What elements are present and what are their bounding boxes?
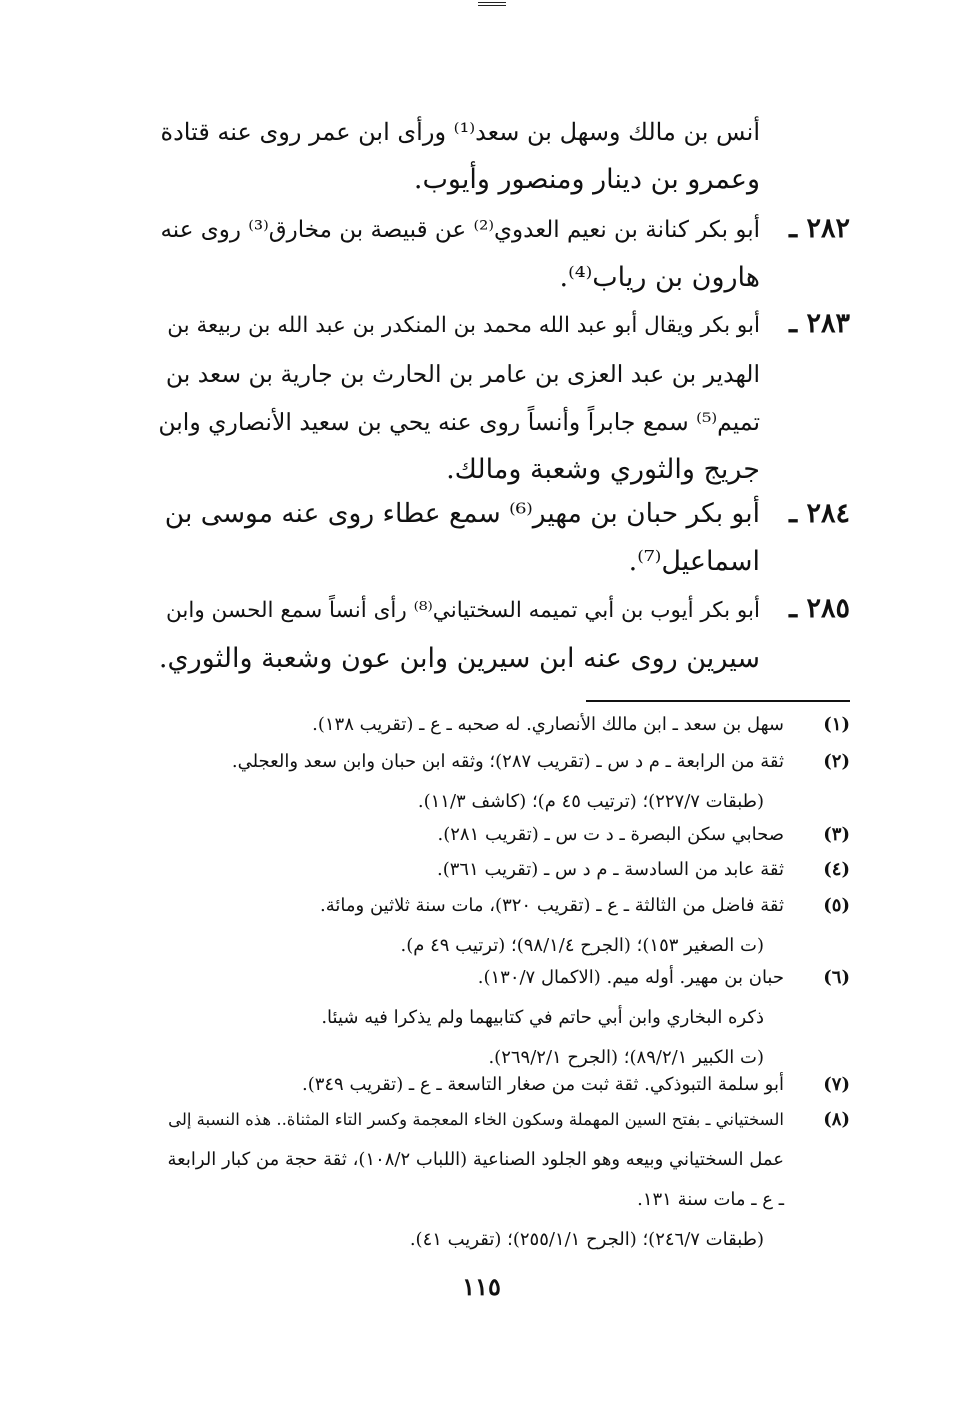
footnote-number: (٨) <box>823 1109 850 1130</box>
entry-number: ٢٨٣ ـ <box>789 308 850 339</box>
text-line: هارون بن رياب⁽⁴⁾. <box>559 262 760 293</box>
footnote-2 <box>155 742 850 822</box>
footnote-line: السختياني ـ بفتح السين المهملة وسكون الخاء المعجمة وكسر التاء المثناة.. هذه النسبة إلى <box>168 1110 784 1129</box>
footnote-number: (٧) <box>823 1074 850 1095</box>
page-number: ١١٥ <box>462 1272 501 1301</box>
footnote-line: ثقة عابد من السادسة ـ م د س ـ (تقريب ٣٦١). <box>437 859 784 880</box>
footnote-text <box>155 742 784 822</box>
footnote-1 <box>155 705 850 745</box>
entry-number: ٢٨٥ ـ <box>789 593 850 624</box>
text-line: أبو بكر أيوب بن أبي تميمه السختياني⁽⁸⁾ رأى أنساً سمع الحسن وابن <box>166 598 760 623</box>
footnote-text <box>155 886 784 966</box>
entry-285 <box>155 585 850 683</box>
footnote-line: ثقة من الرابعة ـ م د س ـ (تقريب ٢٨٧)؛ وثقه ابن حبان وابن سعد والعجلي. <box>231 751 784 772</box>
footnote-line: عمل السختياني وبيعه وهو الجلود الصناعية (اللباب ١٠٨/٢)، ثقة حجة من كبار الرابعة <box>167 1149 784 1170</box>
footnote-text <box>155 958 784 1078</box>
footnote-4 <box>155 850 850 890</box>
text-line: وعمرو بن دينار ومنصور وأيوب. <box>413 164 760 195</box>
entry-continuation <box>155 108 850 204</box>
footnote-text <box>155 815 784 855</box>
entry-text <box>155 490 760 586</box>
text-line: الهدير بن عبد العزى بن عامر بن الحارث بن جارية بن سعد بن <box>165 360 760 388</box>
entry-282 <box>155 205 850 302</box>
footnote-3 <box>155 815 850 855</box>
text-line: أبو بكر ويقال أبو عبد الله محمد بن المنكدر بن عبد الله بن ربيعة بن <box>167 313 760 338</box>
footnote-number: (٦) <box>823 967 850 988</box>
entry-283 <box>155 300 850 494</box>
entry-text <box>155 300 760 494</box>
top-mark <box>478 0 506 6</box>
entry-text <box>155 205 760 302</box>
footnote-5 <box>155 886 850 966</box>
footnote-line: حبان بن مهير. أوله ميم. (الاكمال ١٣٠/٧). <box>477 967 784 988</box>
footnote-line: ذكره البخاري وابن أبي حاتم في كتابيهما ولم يذكرا فيه شيئا. <box>321 1007 764 1028</box>
footnote-line: (طبقات ٢٤٦/٧)؛ (الجرح ٢٥٥/١/١)؛ (تقريب ٤١). <box>409 1229 764 1250</box>
footnote-line: (ت الصغير ١٥٣)؛ (الجرح ٩٨/١/٤)؛ (ترتيب ٤٩ م). <box>400 935 764 956</box>
text-line: أبو بكر كنانة بن نعيم العدوي⁽²⁾ عن قبيصة بن مخارق⁽³⁾ روى عنه <box>160 217 760 243</box>
footnote-number: (٢) <box>823 751 850 772</box>
text-line: سيرين روى عنه ابن سيرين وابن عون وشعبة والثوري. <box>158 643 760 674</box>
footnote-number: (١) <box>823 714 850 735</box>
footnote-text <box>155 705 784 745</box>
footnote-7 <box>155 1065 850 1105</box>
entry-number: ٢٨٢ ـ <box>789 213 850 244</box>
entry-number: ٢٨٤ ـ <box>789 498 850 529</box>
text-line: أبو بكر حبان بن مهير⁽⁶⁾ سمع عطاء روى عنه موسى بن <box>164 498 760 529</box>
footnote-number: (٣) <box>823 824 850 845</box>
text-line: اسماعيل⁽⁷⁾. <box>628 546 760 577</box>
footnote-line: (ت الكبير ٨٩/٢/١)؛ (الجرح ٢٦٩/٢/١). <box>488 1047 764 1068</box>
text-line: جريج والثوري وشعبة ومالك. <box>446 454 760 485</box>
footnote-line: سهل بن سعد ـ ابن مالك الأنصاري. له صحبه ـ ع ـ (تقريب ١٣٨). <box>312 714 784 735</box>
entry-text <box>155 108 760 204</box>
footnote-separator <box>586 700 850 702</box>
footnote-text <box>155 1065 784 1105</box>
footnote-text <box>155 850 784 890</box>
footnote-text <box>155 1100 784 1260</box>
text-line: تميم⁽⁵⁾ سمع جابراً وأنساً روى عنه يحي بن سعيد الأنصاري وابن <box>158 408 760 436</box>
footnote-8 <box>155 1100 850 1260</box>
footnote-line: ـ ع ـ مات سنة ١٣١. <box>637 1189 784 1210</box>
footnote-number: (٥) <box>823 895 850 916</box>
footnote-line: ثقة فاضل من الثالثة ـ ع ـ (تقريب ٣٢٠)، مات سنة ثلاثين ومائة. <box>320 895 784 916</box>
footnote-line: (طبقات ٢٢٧/٧)؛ (ترتيب ٤٥ م)؛ (كاشف ١١/٣). <box>417 791 764 812</box>
entry-284 <box>155 490 850 586</box>
footnote-number: (٤) <box>823 859 850 880</box>
footnote-line: أبو سلمة التبوذكي. ثقة ثبت من صغار التاسعة ـ ع ـ (تقريب ٣٤٩). <box>301 1074 784 1095</box>
entry-text <box>155 585 760 683</box>
footnote-line: صحابي سكن البصرة ـ د ت س ـ (تقريب ٢٨١). <box>437 824 784 845</box>
text-line: أنس بن مالك وسهل بن سعد⁽¹⁾ ورأى ابن عمر روى عنه قتادة <box>160 118 760 146</box>
footnote-6 <box>155 958 850 1078</box>
